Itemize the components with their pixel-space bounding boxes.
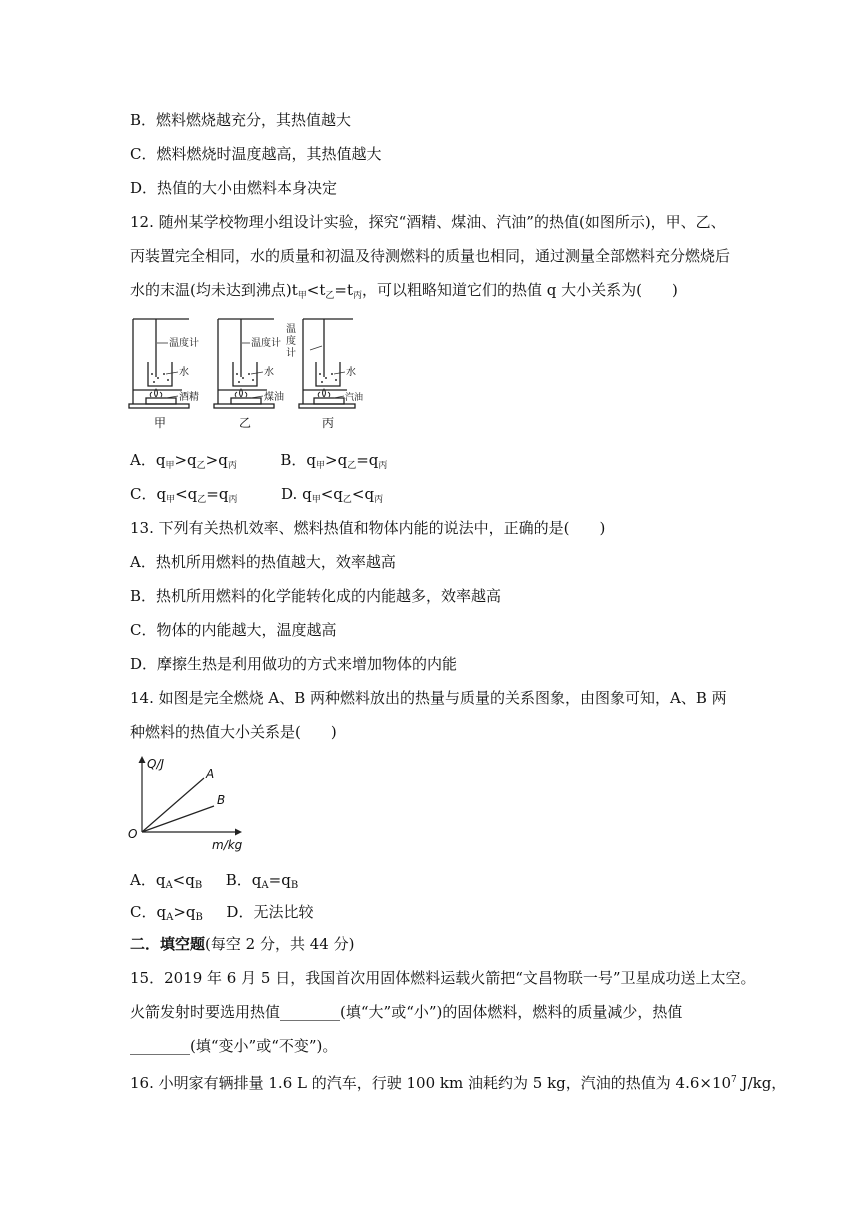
- water-label-jia: 水: [179, 367, 189, 378]
- apparatus-label-bing: 丙: [322, 416, 335, 430]
- q12-stem-line-2: 丙装置完全相同，水的质量和初温及待测燃料的质量也相同，通过测量全部燃料充分燃烧后: [130, 247, 731, 265]
- q14-option-b: B．$q_A=q_B$: [225, 871, 299, 891]
- section-title: 二．填空题: [130, 935, 206, 953]
- q14-option-d: D．无法比较: [226, 903, 314, 921]
- q12-option-d: D. $q_甲<q_乙<q_丙$: [281, 485, 384, 505]
- q12-option-a: A．$q_甲>q_乙>q_丙$: [130, 451, 237, 471]
- section-heading: [130, 934, 354, 954]
- q14-stem-line-1: 14. 如图是完全燃烧 A、B 两种燃料放出的热量与质量的关系图象，由图象可知，A、B 两: [130, 689, 727, 707]
- water-label-yi: 水: [264, 367, 274, 378]
- line-b: [142, 806, 214, 832]
- q14-options-row-1: [130, 870, 298, 896]
- thermometer-label-jia: 温度计: [169, 338, 199, 349]
- q12-option-b: B．$q_甲>q_乙=q_丙$: [280, 451, 388, 471]
- q13-option-a: A．热机所用燃料的热值越大，效率越高: [130, 553, 396, 571]
- section-note: (每空 2 分，共 44 分): [205, 935, 355, 953]
- q12-apparatus-figure: [126, 316, 364, 434]
- q15-line-2: 火箭发射时要选用热值________(填“大”或“小”)的固体燃料，燃料的质量减少，热值: [130, 1003, 683, 1021]
- fuel-label-bing: 汽油: [345, 393, 364, 403]
- line-a-label: A: [206, 767, 215, 781]
- q14-options-row-2: [130, 902, 313, 928]
- q13-option-c: C．物体的内能越大，温度越高: [130, 621, 337, 639]
- water-label-bing: 水: [346, 367, 356, 378]
- fuel-label-yi: 煤油: [264, 392, 284, 403]
- apparatus-label-yi: 乙: [239, 416, 252, 430]
- q14-option-a: A．$q_A<q_B$: [130, 871, 203, 891]
- q12-stem-line-1: 12. 随州某学校物理小组设计实验，探究“酒精、煤油、汽油”的热值(如图所示)，甲、乙、: [130, 213, 726, 231]
- q14-stem-line-2: 种燃料的热值大小关系是( ): [130, 723, 337, 741]
- x-axis-arrow: [235, 829, 242, 836]
- q13-option-b: B．热机所用燃料的化学能转化成的内能越多，效率越高: [130, 587, 502, 605]
- y-axis-arrow: [139, 756, 146, 763]
- q11-option-d: D．热值的大小由燃料本身决定: [130, 179, 338, 197]
- y-axis-label: Q/J: [147, 757, 165, 771]
- fuel-label-jia: 酒精: [179, 392, 199, 403]
- q13-option-d: D．摩擦生热是利用做功的方式来增加物体的内能: [130, 655, 458, 673]
- thermometer-label-bing-1: 温: [286, 324, 296, 335]
- q16-line-1: 16. 小明家有辆排量 1.6 L 的汽车，行驶 100 km 油耗约为 5 kg，汽油的热值为 $4.6\times 10^7$ J/kg，: [130, 1074, 787, 1092]
- q12-option-c: C．$q_甲<q_乙=q_丙$: [130, 485, 238, 505]
- q14-graph: [126, 754, 256, 852]
- x-axis-label: m/kg: [212, 838, 243, 852]
- line-b-label: B: [217, 793, 226, 807]
- q12-stem-line-3: 水的末温(均未达到沸点)$t_甲<t_乙=t_丙$，可以粗略知道它们的热值 q 大小关系为( ): [130, 281, 678, 301]
- q12-options-row-1: [130, 450, 387, 476]
- thermometer-label-yi: 温度计: [251, 338, 281, 349]
- q11-option-c: C．燃料燃烧时温度越高，其热值越大: [130, 145, 382, 163]
- q12-options-row-2: [130, 484, 383, 510]
- thermometer-label-bing-3: 计: [286, 348, 296, 359]
- q13-stem: 13. 下列有关热机效率、燃料热值和物体内能的说法中，正确的是( ): [130, 519, 606, 537]
- q14-option-c: C．$q_A>q_B$: [130, 903, 203, 923]
- q11-option-b: B．燃料燃烧越充分，其热值越大: [130, 111, 352, 129]
- q15-line-1: 15．2019 年 6 月 5 日，我国首次用固体燃料运载火箭把“文昌物联一号”卫星成功送上太空。: [130, 969, 756, 987]
- origin-label: O: [128, 827, 138, 841]
- apparatus-label-jia: 甲: [154, 416, 167, 430]
- q15-line-3: ________(填“变小”或“不变”)。: [130, 1037, 338, 1055]
- line-a: [142, 778, 204, 832]
- thermometer-label-bing-2: 度: [286, 336, 296, 347]
